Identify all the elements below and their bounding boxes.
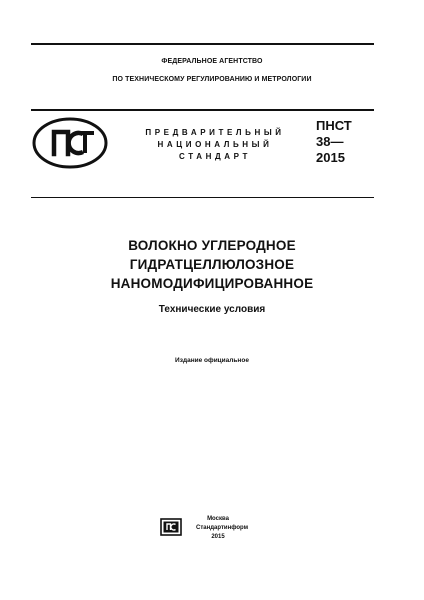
top-rule (31, 43, 374, 45)
title-line-2: ГИДРАТЦЕЛЛЮЛОЗНОЕ (129, 257, 295, 272)
standard-type-line-1: ПРЕДВАРИТЕЛЬНЫЙ (145, 128, 285, 137)
publisher-name: Стандартинформ (196, 525, 249, 531)
document-title (0, 236, 424, 293)
title-line-3: НАНОМОДИФИЦИРОВАННОЕ (110, 276, 314, 291)
title-line-1: ВОЛОКНО УГЛЕРОДНОЕ (128, 238, 296, 253)
standartinform-logo-icon (160, 518, 182, 536)
publisher-city: Москва (207, 516, 229, 522)
standard-code: ПНСТ (316, 118, 352, 133)
agency-line-1: ФЕДЕРАЛЬНОЕ АГЕНТСТВО (161, 58, 263, 65)
standard-designation (316, 118, 352, 166)
header-rule (31, 109, 374, 111)
standard-year: 2015 (316, 150, 345, 165)
gost-r-logo-icon (32, 117, 108, 169)
standard-number: 38— (316, 134, 344, 149)
publisher-info (196, 515, 249, 542)
edition-label: Издание официальное (175, 357, 249, 364)
standard-type-line-2: НАЦИОНАЛЬНЫЙ (157, 140, 273, 149)
agency-line-2: ПО ТЕХНИЧЕСКОМУ РЕГУЛИРОВАНИЮ И МЕТРОЛОГИИ (112, 76, 312, 83)
standard-type (143, 127, 287, 163)
title-rule (31, 197, 374, 198)
standard-type-line-3: СТАНДАРТ (179, 152, 251, 161)
publisher-year: 2015 (211, 534, 225, 540)
document-subtitle: Технические условия (158, 304, 266, 315)
